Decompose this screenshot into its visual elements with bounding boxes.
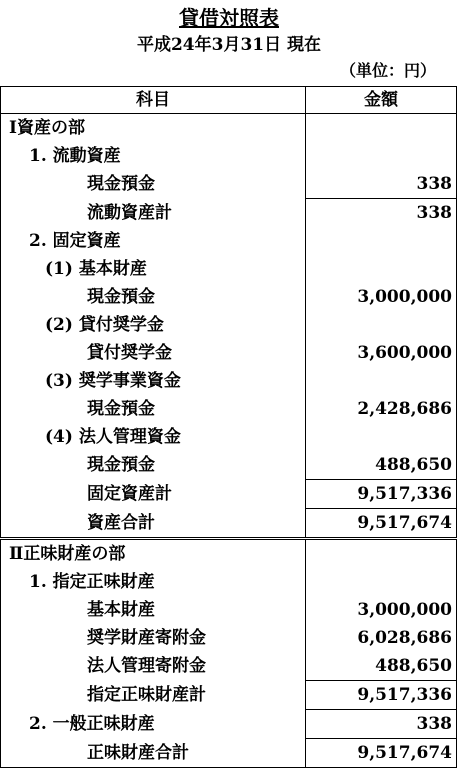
row-amount: 488,650 xyxy=(306,652,457,681)
table-row xyxy=(1,142,457,170)
table-row xyxy=(1,283,457,311)
table-row xyxy=(1,509,457,539)
table-row xyxy=(1,339,457,367)
row-amount xyxy=(306,367,457,395)
row-subject: 現金預金 xyxy=(1,170,306,199)
table-row xyxy=(1,652,457,681)
row-amount xyxy=(306,142,457,170)
row-amount xyxy=(306,114,457,143)
table-row xyxy=(1,568,457,596)
table-row xyxy=(1,395,457,423)
row-subject: 現金預金 xyxy=(1,283,306,311)
row-subject: 流動資産計 xyxy=(1,199,306,228)
row-subject: 奨学財産寄附金 xyxy=(1,624,306,652)
header-amount: 金額 xyxy=(306,87,457,114)
row-amount xyxy=(306,423,457,451)
row-subject: Ⅱ正味財産の部 xyxy=(1,539,306,569)
row-amount xyxy=(306,311,457,339)
row-subject: 1. 流動資産 xyxy=(1,142,306,170)
table-row xyxy=(1,596,457,624)
row-amount xyxy=(306,255,457,283)
table-row xyxy=(1,681,457,710)
table-row xyxy=(1,114,457,143)
row-subject: 2. 一般正味財産 xyxy=(1,710,306,739)
report-date: 平成24年3月31日 現在 xyxy=(136,35,322,55)
balance-sheet-table xyxy=(0,86,457,768)
row-subject: 正味財産合計 xyxy=(1,739,306,768)
row-subject: 法人管理寄附金 xyxy=(1,652,306,681)
row-subject: 基本財産 xyxy=(1,596,306,624)
document-title: 貸借対照表 xyxy=(179,6,279,30)
row-amount: 6,028,686 xyxy=(306,624,457,652)
row-amount: 3,000,000 xyxy=(306,596,457,624)
row-amount: 3,600,000 xyxy=(306,339,457,367)
row-subject: 2. 固定資産 xyxy=(1,227,306,255)
row-amount xyxy=(306,539,457,569)
table-row xyxy=(1,480,457,509)
table-row xyxy=(1,170,457,199)
row-subject: (4) 法人管理資金 xyxy=(1,423,306,451)
row-amount: 2,428,686 xyxy=(306,395,457,423)
row-amount: 9,517,674 xyxy=(306,509,457,539)
row-subject: 指定正味財産計 xyxy=(1,681,306,710)
table-row xyxy=(1,710,457,739)
table-row xyxy=(1,539,457,569)
unit-label: （単位：円） xyxy=(339,61,436,80)
row-subject: (1) 基本財産 xyxy=(1,255,306,283)
row-amount: 3,000,000 xyxy=(306,283,457,311)
row-subject: 現金預金 xyxy=(1,395,306,423)
row-amount: 9,517,336 xyxy=(306,681,457,710)
table-row xyxy=(1,739,457,768)
row-subject: 1. 指定正味財産 xyxy=(1,568,306,596)
row-amount: 488,650 xyxy=(306,451,457,480)
row-amount: 9,517,674 xyxy=(306,739,457,768)
header-subject: 科目 xyxy=(1,87,306,114)
row-subject: Ⅰ資産の部 xyxy=(1,114,306,143)
table-row xyxy=(1,255,457,283)
row-amount: 338 xyxy=(306,710,457,739)
table-row xyxy=(1,311,457,339)
row-amount xyxy=(306,568,457,596)
row-amount xyxy=(306,227,457,255)
row-amount: 338 xyxy=(306,170,457,199)
row-subject: 固定資産計 xyxy=(1,480,306,509)
table-row xyxy=(1,367,457,395)
table-row xyxy=(1,451,457,480)
table-row xyxy=(1,199,457,228)
row-amount: 9,517,336 xyxy=(306,480,457,509)
row-subject: 資産合計 xyxy=(1,509,306,539)
row-subject: 現金預金 xyxy=(1,451,306,480)
row-subject: (3) 奨学事業資金 xyxy=(1,367,306,395)
table-row xyxy=(1,227,457,255)
table-header-row xyxy=(1,87,457,114)
table-row xyxy=(1,624,457,652)
row-subject: 貸付奨学金 xyxy=(1,339,306,367)
table-row xyxy=(1,423,457,451)
row-subject: (2) 貸付奨学金 xyxy=(1,311,306,339)
row-amount: 338 xyxy=(306,199,457,228)
